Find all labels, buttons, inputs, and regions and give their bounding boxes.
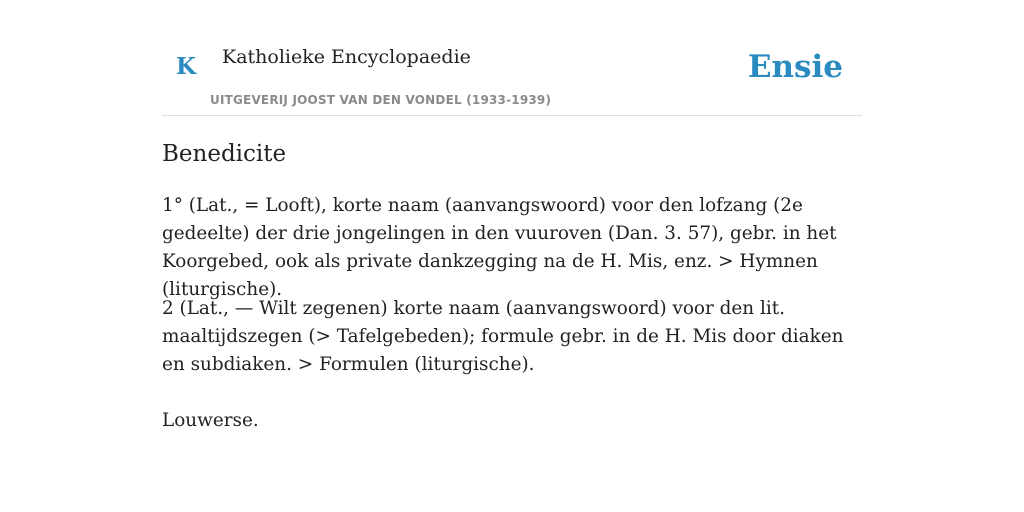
article-paragraph: 1° (Lat., = Looft), korte naam (aanvangswoord) voor den lofzang (2e gedeelte) der drie jongelingen in den vuuroven (Dan. 3. 57), gebr. in het Koorgebed, ook als private dankzegging na de H. Mis, enz. > Hymnen (liturgische). (162, 195, 837, 300)
article-paragraph: 2 (Lat., — Wilt zegenen) korte naam (aanvangswoord) voor den lit. maaltijdszegen (> Tafelgebeden); formule gebr. in de H. Mis door diaken en subdiaken. > Formulen (liturgische). (162, 298, 844, 375)
publisher-label: UITGEVERIJ JOOST VAN DEN VONDEL (1933-1939) (210, 93, 552, 107)
encyclopedia-title[interactable]: Katholieke Encyclopaedie (222, 46, 471, 68)
article-title: Benedicite (162, 141, 287, 167)
content-container (162, 0, 862, 431)
article-author: Louwerse. (162, 410, 259, 431)
ensie-brand-logo[interactable]: Ensie (747, 49, 843, 85)
site-header (162, 0, 862, 116)
encyclopedia-logo[interactable]: K (176, 53, 196, 80)
